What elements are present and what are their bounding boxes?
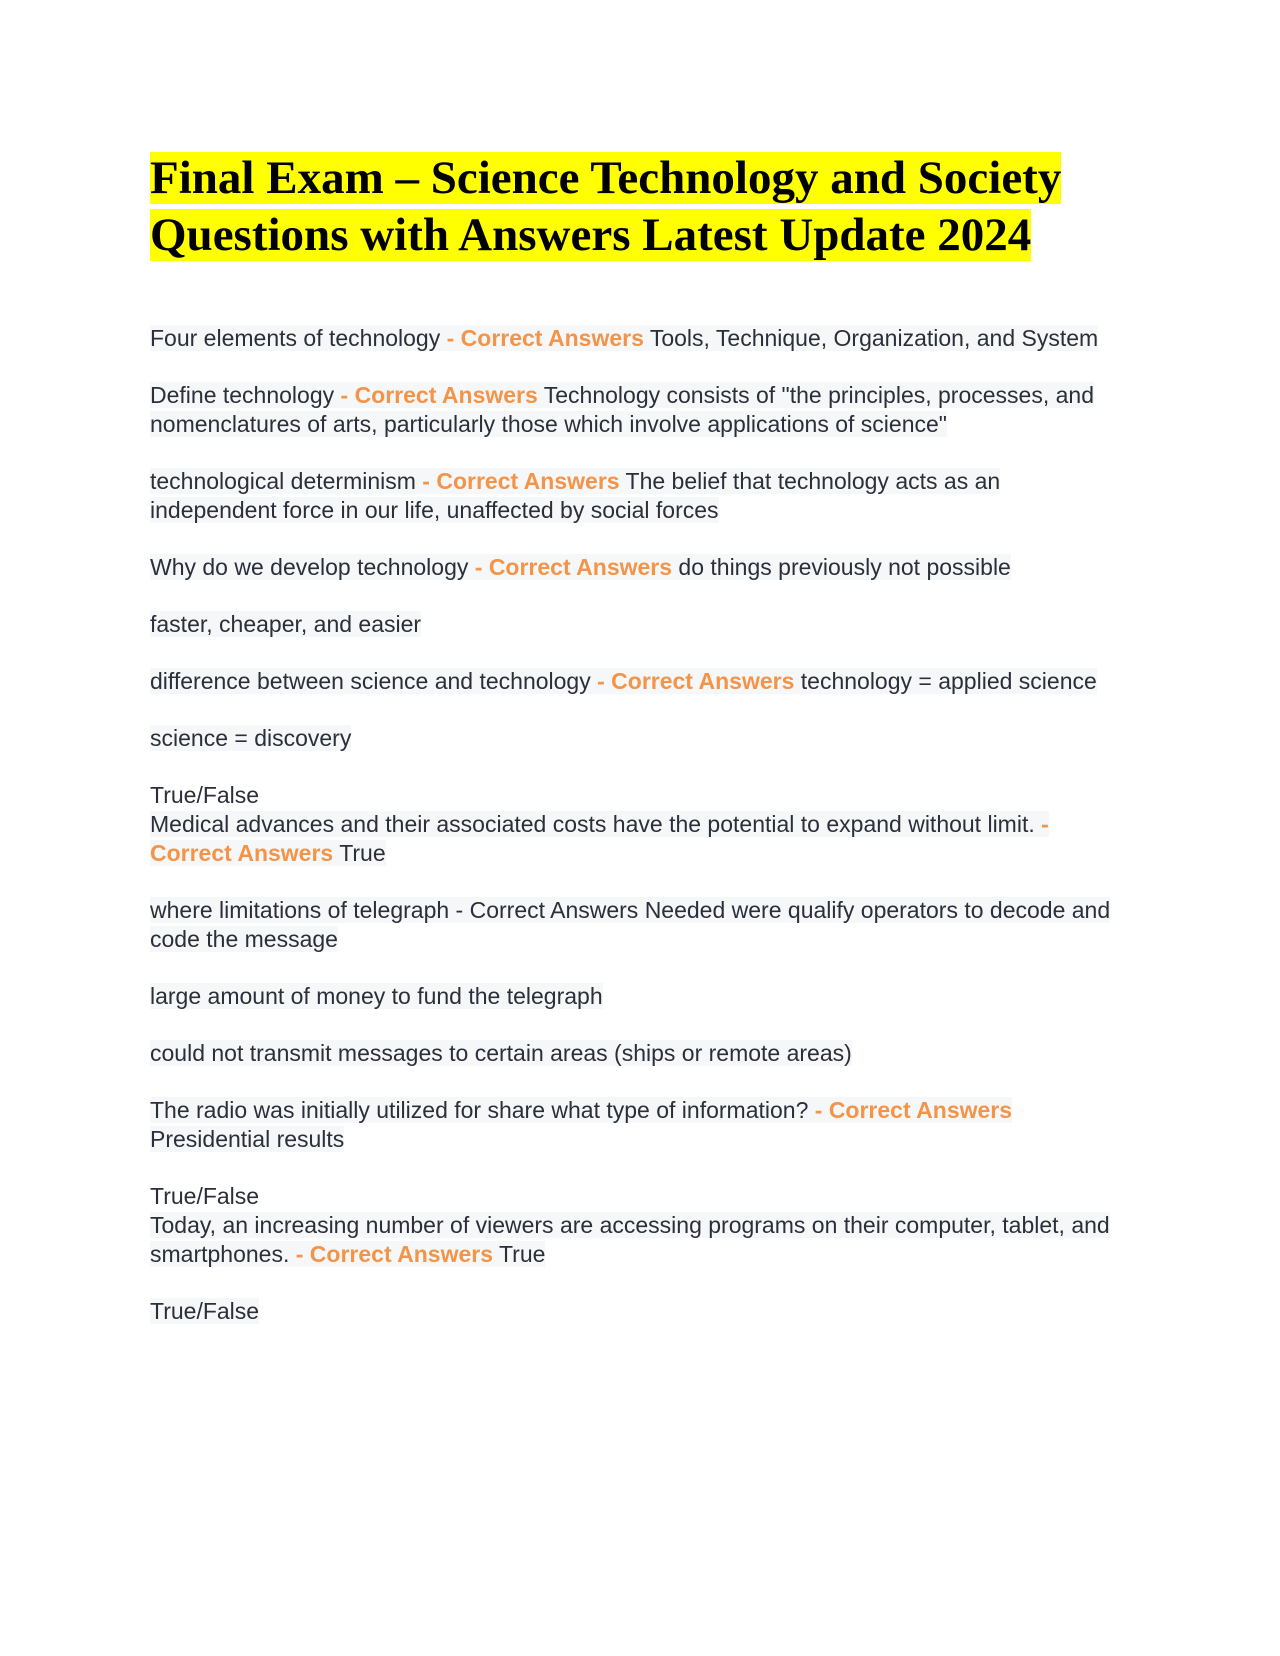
qa-text [150, 668, 1097, 694]
qa-item [150, 610, 1130, 639]
answer-text: True [333, 840, 386, 866]
question-prefix: True/False [150, 782, 260, 808]
plain-text: could not transmit messages to certain areas (ships or remote areas) [150, 1040, 852, 1066]
question-text: The radio was initially utilized for share what type of information? [150, 1097, 815, 1123]
plain-text: True/False [150, 1298, 260, 1324]
answer-text: Tools, Technique, Organization, and System [643, 325, 1099, 351]
qa-item [150, 553, 1130, 582]
qa-item [150, 1039, 1130, 1068]
qa-text [150, 1097, 1012, 1152]
qa-item [150, 1182, 1130, 1269]
qa-text [150, 1298, 259, 1324]
plain-text: large amount of money to fund the telegraph [150, 983, 603, 1009]
qa-item [150, 724, 1130, 753]
qa-text [150, 382, 1094, 437]
qa-item [150, 324, 1130, 353]
qa-text [150, 983, 603, 1009]
question-prefix: True/False [150, 1183, 260, 1209]
question-text: Define technology [150, 382, 341, 408]
qa-text [150, 725, 351, 751]
document-page [150, 150, 1130, 1354]
correct-answers-marker: - Correct Answers [814, 1097, 1013, 1123]
qa-text [150, 1040, 852, 1066]
correct-answers-marker: - Correct Answers [422, 468, 620, 494]
question-text: Medical advances and their associated costs have the potential to expand without limit. [150, 811, 1042, 837]
correct-answers-marker: - Correct Answers [150, 811, 1049, 866]
document-title [150, 150, 1130, 264]
plain-text: where limitations of telegraph - Correct Answers Needed were qualify operators to decode and code the message [150, 897, 1111, 952]
title-line-1: Final Exam – Science Technology and Society [150, 152, 1062, 204]
qa-item [150, 1297, 1130, 1326]
correct-answers-marker: - Correct Answers [446, 325, 644, 351]
title-line-2: Questions with Answers Latest Update 2024 [150, 209, 1032, 261]
answer-text: do things previously not possible [672, 554, 1011, 580]
correct-answers-marker: - Correct Answers [295, 1241, 494, 1267]
qa-text [150, 611, 421, 637]
question-text: technological determinism [150, 468, 423, 494]
qa-text [150, 1212, 1110, 1267]
plain-text: science = discovery [150, 725, 352, 751]
qa-item [150, 467, 1130, 525]
qa-item [150, 1096, 1130, 1154]
qa-text [150, 554, 1011, 580]
qa-item [150, 781, 1130, 868]
question-text: Today, an increasing number of viewers are accessing programs on their computer, tablet, and smartphones. [150, 1212, 1110, 1267]
qa-text [150, 811, 1049, 866]
answer-text: The belief that technology acts as an independent force in our life, unaffected by social forces [150, 468, 1001, 523]
answer-text: Presidential results [150, 1126, 345, 1152]
answer-text: True [493, 1241, 546, 1267]
answer-text: technology = applied science [794, 668, 1097, 694]
qa-list [150, 324, 1130, 1326]
correct-answers-marker: - Correct Answers [597, 668, 795, 694]
correct-answers-marker: - Correct Answers [340, 382, 538, 408]
qa-text [150, 325, 1098, 351]
qa-item [150, 896, 1130, 954]
question-text: difference between science and technology [150, 668, 598, 694]
plain-text: faster, cheaper, and easier [150, 611, 422, 637]
qa-item [150, 381, 1130, 439]
qa-text [150, 468, 1000, 523]
question-text: Four elements of technology [150, 325, 447, 351]
qa-item [150, 667, 1130, 696]
qa-item [150, 982, 1130, 1011]
question-text: Why do we develop technology [150, 554, 475, 580]
qa-text [150, 897, 1110, 952]
answer-text: Technology consists of "the principles, processes, and nomenclatures of arts, particularly those which involve applications of science" [150, 382, 1094, 437]
correct-answers-marker: - Correct Answers [474, 554, 673, 580]
